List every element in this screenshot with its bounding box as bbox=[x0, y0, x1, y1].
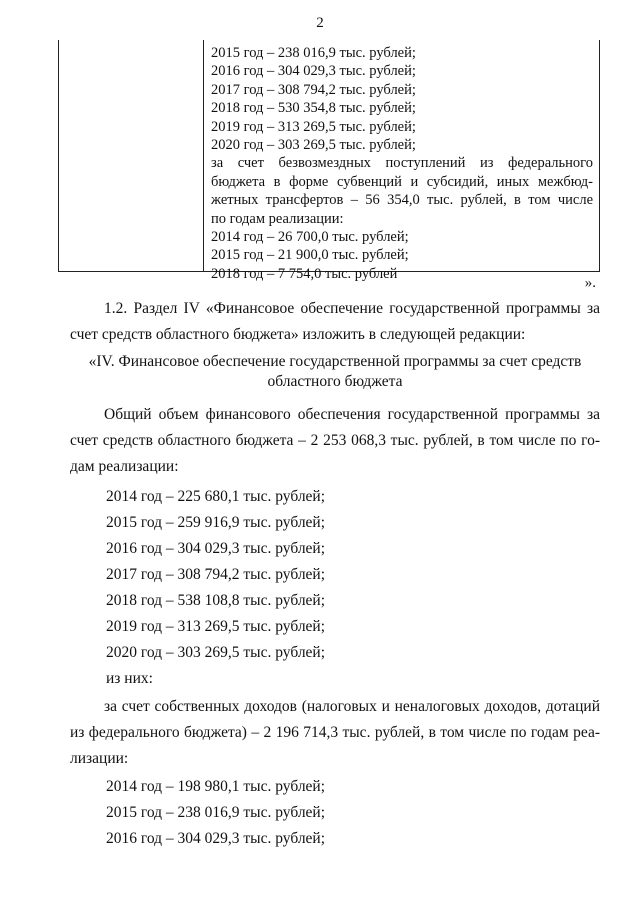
table-line: 2019 год – 313 269,5 тыс. рублей; bbox=[211, 118, 416, 135]
total-year-item: 2020 год – 303 269,5 тыс. рублей; bbox=[106, 644, 326, 661]
own-income-line: из федерального бюджета) – 2 196 714,3 тыс. рублей, в том числе по годам реа- bbox=[70, 724, 600, 741]
table-right-cell bbox=[211, 44, 593, 283]
table-line: 2014 год – 26 700,0 тыс. рублей; bbox=[211, 229, 409, 246]
total-funding-line: дам реализации: bbox=[70, 458, 179, 475]
total-funding-line: Общий объем финансового обеспечения государственной программы за bbox=[104, 406, 600, 423]
table-line: 2020 год – 303 269,5 тыс. рублей; bbox=[211, 137, 416, 154]
page-number: 2 bbox=[316, 15, 324, 31]
own-income-line: за счет собственных доходов (налоговых и неналоговых доходов, дотаций bbox=[104, 698, 600, 715]
table-line: за счет безвозмездных поступлений из федерального bbox=[211, 155, 593, 172]
own-income-year-item: 2014 год – 198 980,1 тыс. рублей; bbox=[106, 778, 326, 795]
section-heading-line: «IV. Финансовое обеспечение государственной программы за счет средств bbox=[88, 353, 582, 370]
table-line: 2015 год – 238 016,9 тыс. рублей; bbox=[211, 45, 416, 61]
total-year-item: 2018 год – 538 108,8 тыс. рублей; bbox=[106, 592, 326, 609]
section-intro-line: счет средств областного бюджета» изложить в следующей редакции: bbox=[70, 326, 526, 343]
own-income-year-item: 2015 год – 238 016,9 тыс. рублей; bbox=[106, 804, 326, 821]
section-intro-line: 1.2. Раздел IV «Финансовое обеспечение государственной программы за bbox=[104, 300, 600, 317]
funding-table-continuation bbox=[58, 40, 600, 282]
closing-quote: ». bbox=[584, 275, 596, 291]
table-column-divider bbox=[203, 40, 204, 271]
total-funding-line: счет средств областного бюджета – 2 253 068,3 тыс. рублей, в том числе по го- bbox=[70, 432, 600, 449]
total-year-item: 2016 год – 304 029,3 тыс. рублей; bbox=[106, 540, 326, 557]
table-line: 2015 год – 21 900,0 тыс. рублей; bbox=[211, 247, 409, 264]
total-year-item: 2019 год – 313 269,5 тыс. рублей; bbox=[106, 618, 326, 635]
total-year-item: 2014 год – 225 680,1 тыс. рублей; bbox=[106, 488, 326, 505]
table-line: 2016 год – 304 029,3 тыс. рублей; bbox=[211, 63, 416, 80]
own-income-year-item: 2016 год – 304 029,3 тыс. рублей; bbox=[106, 830, 326, 847]
table-line: 2018 год – 7 754,0 тыс. рублей bbox=[211, 265, 398, 282]
table-line: 2017 год – 308 794,2 тыс. рублей; bbox=[211, 81, 416, 98]
table-line: 2018 год – 530 354,8 тыс. рублей; bbox=[211, 100, 416, 117]
table-line: по годам реализации: bbox=[211, 210, 344, 227]
section-heading-line: областного бюджета bbox=[267, 373, 403, 390]
table-line: жетных трансфертов – 56 354,0 тыс. рублей, в том числе bbox=[211, 192, 593, 209]
own-income-line: лизации: bbox=[70, 750, 129, 767]
of-which-label: из них: bbox=[106, 670, 153, 687]
table-line: бюджета в форме субвенций и субсидий, иных межбюд- bbox=[211, 173, 593, 190]
total-year-item: 2015 год – 259 916,9 тыс. рублей; bbox=[106, 514, 326, 531]
total-year-item: 2017 год – 308 794,2 тыс. рублей; bbox=[106, 566, 326, 583]
